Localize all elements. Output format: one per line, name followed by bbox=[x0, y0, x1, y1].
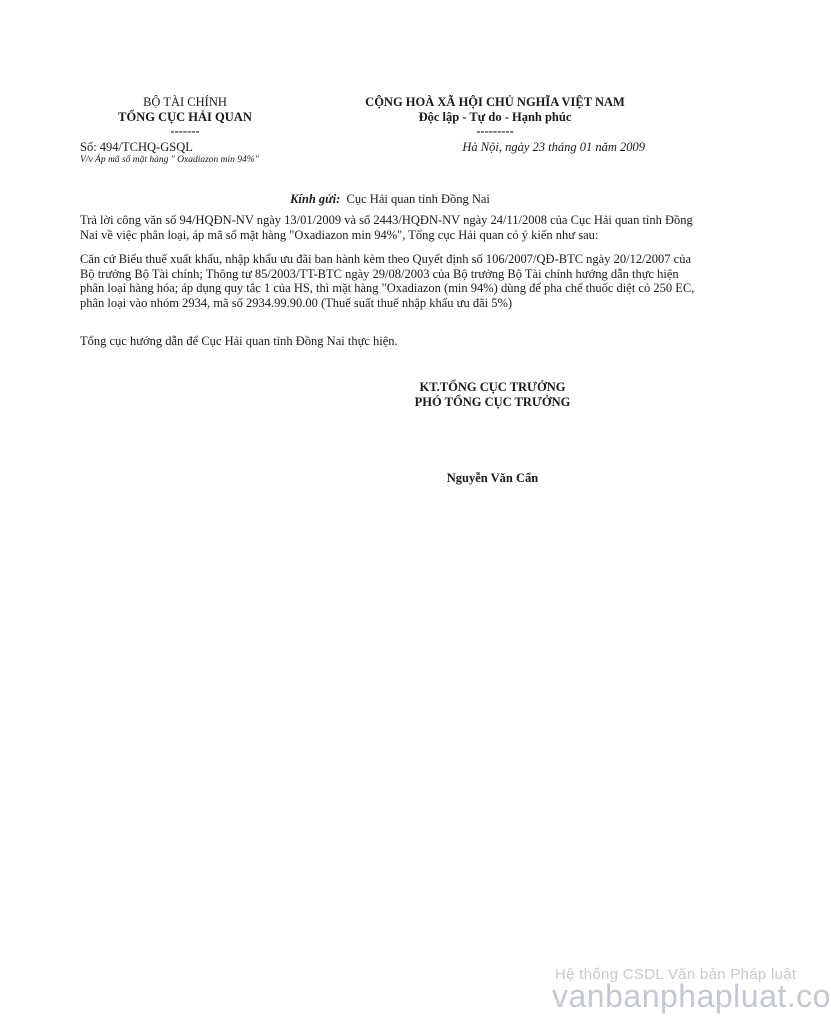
recipient-name: Cục Hải quan tỉnh Đồng Nai bbox=[346, 192, 490, 206]
recipient-line bbox=[80, 192, 700, 207]
watermark-caption: Hệ thống CSDL Văn bản Pháp luật bbox=[555, 966, 797, 983]
watermark-site: vanbanphapluat.co bbox=[552, 978, 831, 1014]
header-right bbox=[345, 95, 645, 137]
signature-title-line2: PHÓ TỔNG CỤC TRƯỞNG bbox=[414, 395, 571, 409]
document-number: Số: 494/TCHQ-GSQL bbox=[80, 140, 193, 154]
header-right-separator: --------- bbox=[476, 124, 514, 138]
paragraph-basis: Căn cứ Biểu thuế xuất khẩu, nhập khẩu ưu đãi ban hành kèm theo Quyết định số 106/2007/QĐ-BTC ngày 20/12/2007 của Bộ trưởng Bộ Tài chính; Thông tư 85/2003/TT-BTC ngày 29/08/2003 của Bộ trưởng Bộ Tài chính hướng dẫn thực hiện phân loại hàng hóa; áp dụng quy tắc 1 của HS, thì mặt hàng "Oxadiazon (min 94%) dùng để pha chế thuốc diệt cỏ 250 EC, phân loại vào nhóm 2934, mã số 2934.99.90.00 (Thuế suất thuế nhập khẩu ưu đãi 5%) bbox=[80, 252, 695, 310]
paragraph-instruction: Tổng cục hướng dẫn để Cục Hải quan tỉnh Đồng Nai thực hiện. bbox=[80, 334, 398, 348]
signature-title bbox=[380, 380, 605, 410]
national-motto: Độc lập - Tự do - Hạnh phúc bbox=[418, 110, 572, 124]
header-left-separator: ------- bbox=[170, 124, 200, 138]
recipient-label: Kính gửi: bbox=[290, 192, 341, 206]
nation-name: CỘNG HOÀ XÃ HỘI CHỦ NGHĨA VIỆT NAM bbox=[365, 95, 625, 109]
header-left bbox=[80, 95, 290, 137]
ministry-name: BỘ TÀI CHÍNH bbox=[143, 95, 227, 109]
document-subject: V/v Áp mã số mặt hàng " Oxadiazon min 94%" bbox=[80, 155, 259, 165]
agency-name: TỔNG CỤC HẢI QUAN bbox=[118, 110, 252, 124]
signature-title-line1: KT.TỔNG CỤC TRƯỞNG bbox=[419, 380, 566, 394]
place-date: Hà Nội, ngày 23 tháng 01 năm 2009 bbox=[462, 140, 645, 154]
paragraph-reply: Trả lời công văn số 94/HQĐN-NV ngày 13/01/2009 và số 2443/HQĐN-NV ngày 24/11/2008 của Cục Hải quan tỉnh Đồng Nai về việc phân loại, áp mã số mặt hàng "Oxadiazon min 94%", Tổng cục Hải quan có ý kiến như sau: bbox=[80, 213, 693, 242]
signer-name: Nguyễn Văn Cẩn bbox=[446, 471, 539, 485]
